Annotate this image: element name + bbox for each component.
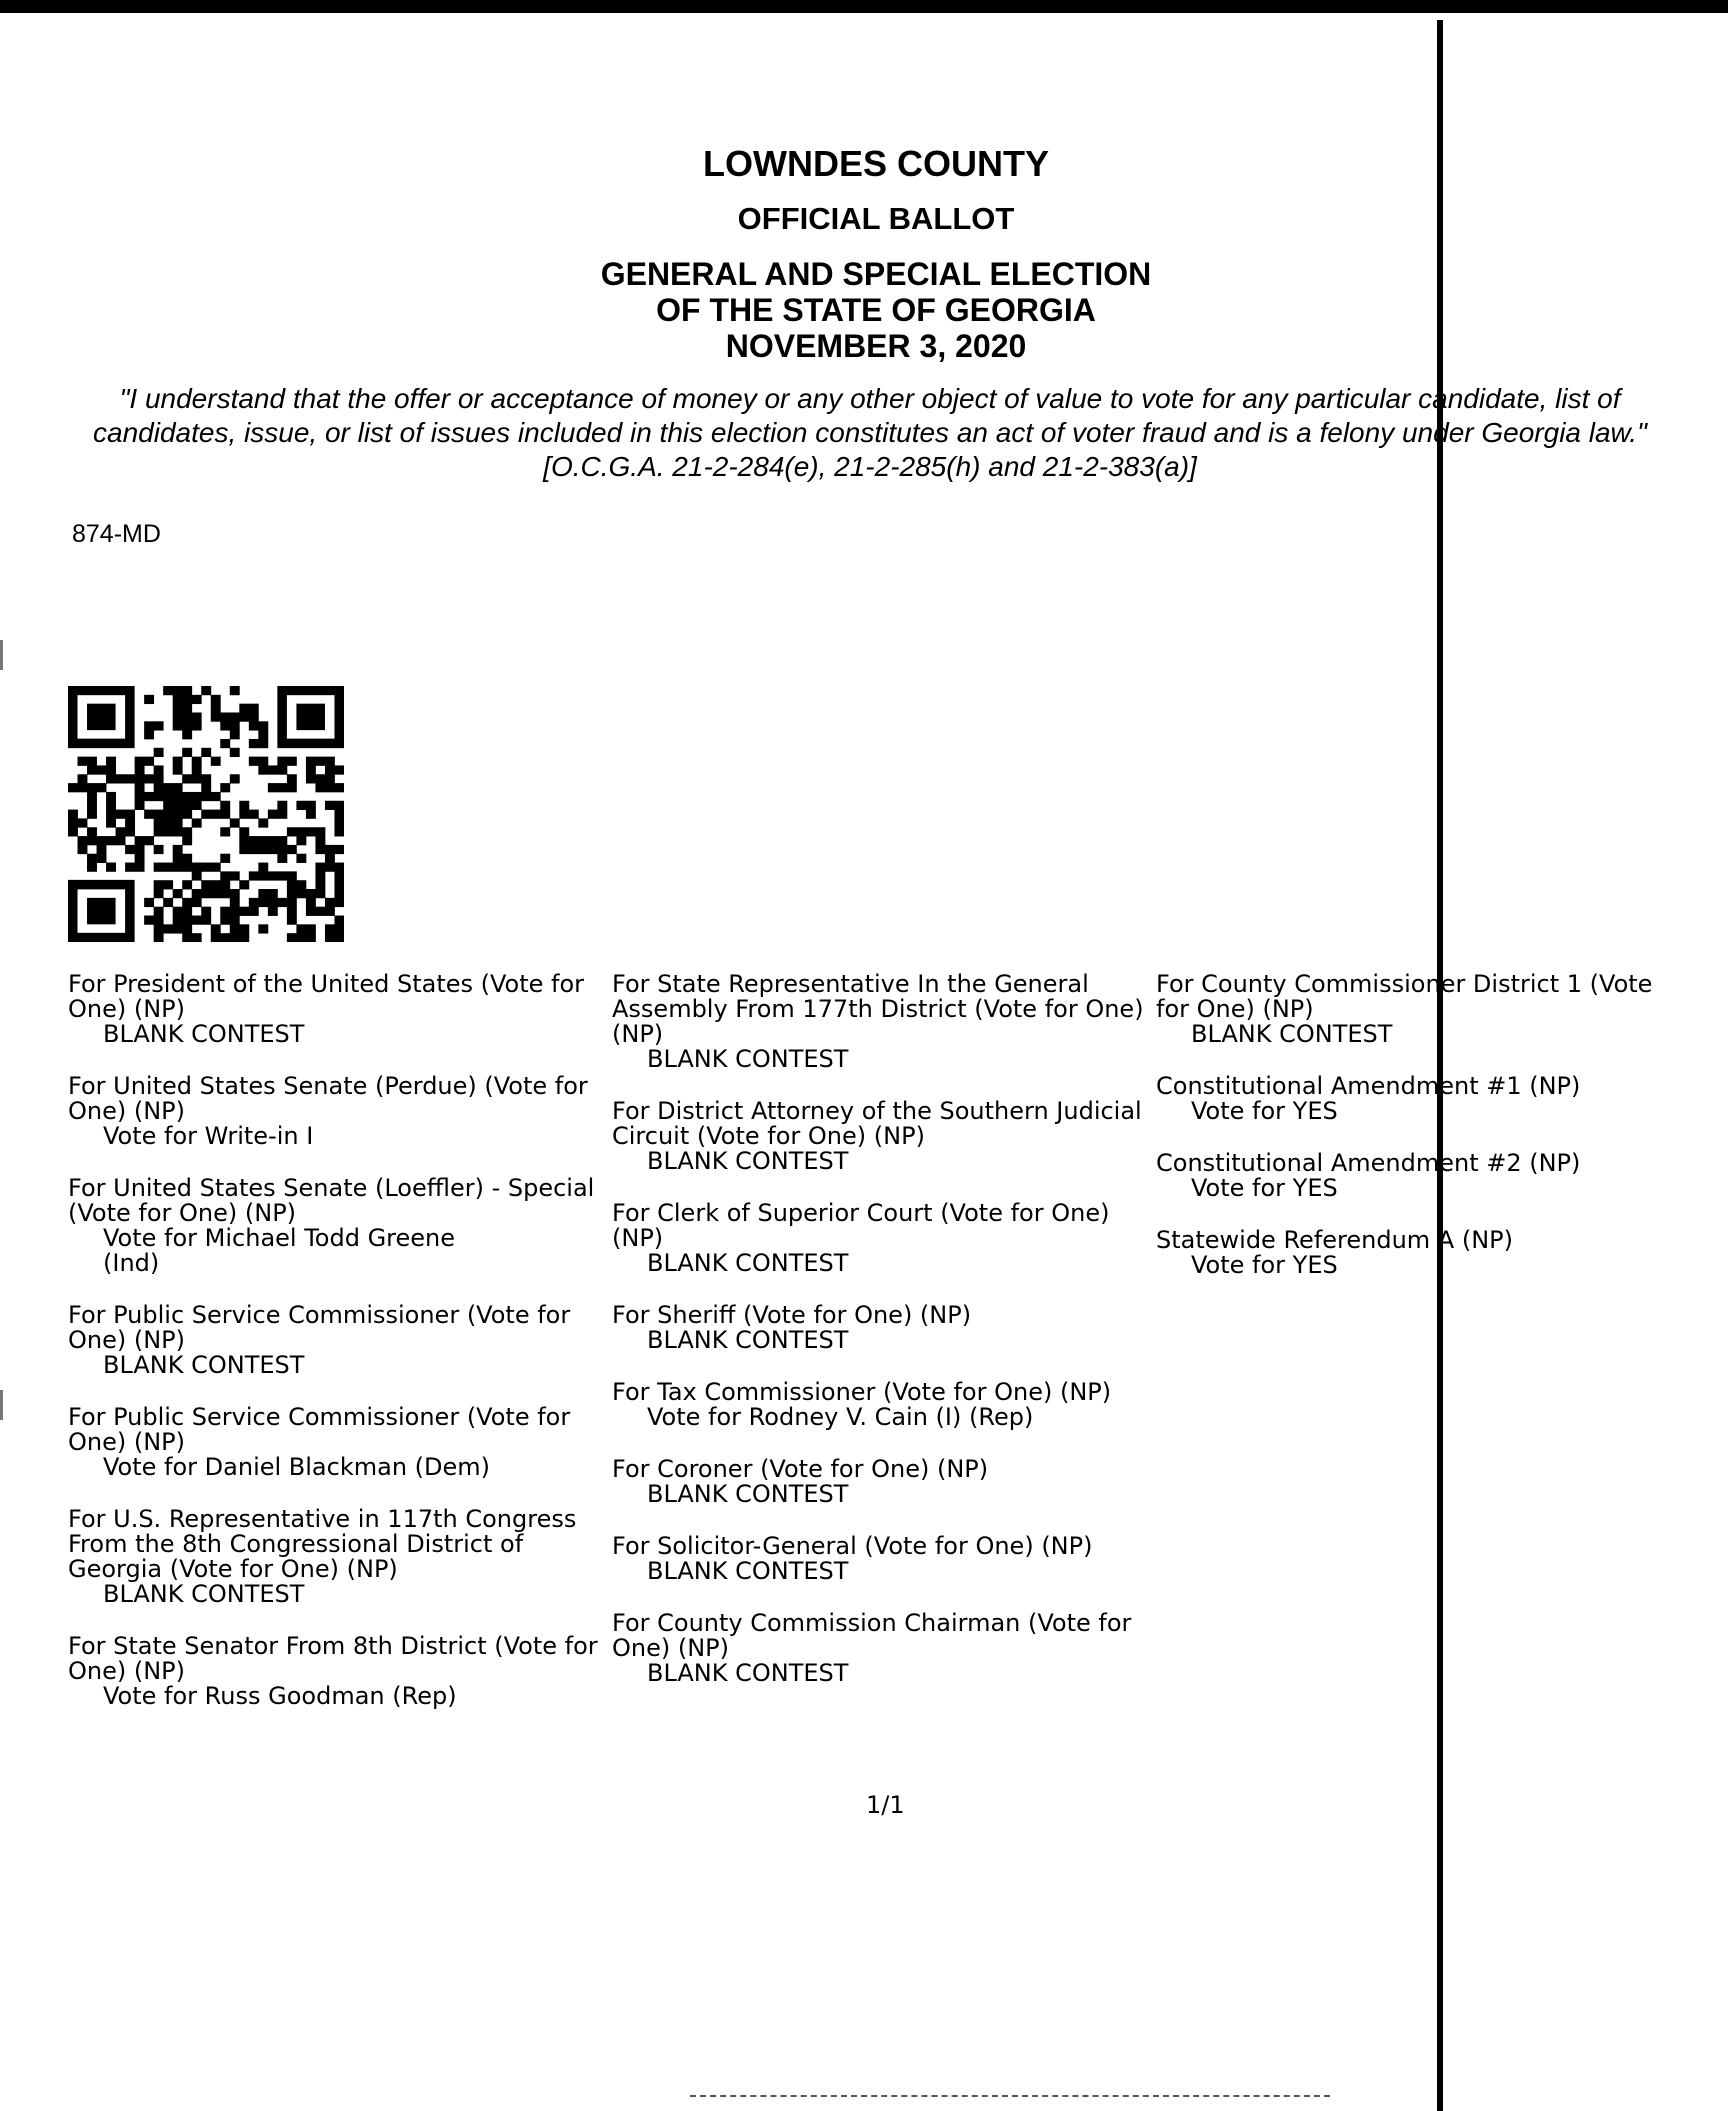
contest-selection: BLANK CONTEST xyxy=(647,1249,849,1277)
ballot-type: OFFICIAL BALLOT xyxy=(737,201,1015,236)
ballot-style-code: 874-MD xyxy=(72,520,161,548)
contest-entry xyxy=(612,1534,1152,1584)
contest-selection: BLANK CONTEST xyxy=(647,1480,849,1508)
contest-entry xyxy=(612,1303,1152,1353)
contest-entry xyxy=(68,1634,608,1709)
contest-title: For United States Senate (Perdue) (Vote for One) (NP) xyxy=(68,1072,588,1125)
scan-edge-mark xyxy=(0,1390,3,1420)
contest-selection: BLANK CONTEST xyxy=(103,1351,305,1379)
contest-title: For Clerk of Superior Court (Vote for One) (NP) xyxy=(612,1199,1110,1252)
contest-entry xyxy=(1156,1151,1726,1201)
contest-selection: Vote for Write-in I xyxy=(103,1122,314,1150)
contest-title: Statewide Referendum A (NP) xyxy=(1156,1226,1513,1254)
contest-title: For United States Senate (Loeffler) - Special (Vote for One) (NP) xyxy=(68,1174,595,1227)
contest-title: For State Representative In the General Assembly From 177th District (Vote for One) (NP) xyxy=(612,970,1144,1048)
contest-entry xyxy=(612,1201,1152,1276)
contest-selection: Vote for YES xyxy=(1191,1174,1338,1202)
contest-title: For Public Service Commissioner (Vote for One) (NP) xyxy=(68,1301,571,1354)
contest-entry xyxy=(1156,972,1726,1047)
contest-selection: BLANK CONTEST xyxy=(647,1045,849,1073)
page-number: 1/1 xyxy=(866,1791,905,1819)
contest-entry xyxy=(612,972,1152,1072)
election-line-1: GENERAL AND SPECIAL ELECTION xyxy=(600,256,1152,292)
contest-entry xyxy=(612,1457,1152,1507)
contest-selection: Vote for Rodney V. Cain (I) (Rep) xyxy=(647,1403,1034,1431)
county-title: LOWNDES COUNTY xyxy=(703,143,1049,184)
voter-fraud-oath: "I understand that the offer or acceptance of money or any other object of value to vote for any particular candidate, list of candidates, issue, or list of issues included in this election constitutes an act of voter fraud and is a felony under Georgia law." [O.C.G.A. 21-2-284(e), 21-2-285(h) and 21-2-383(a)] xyxy=(93,383,1647,482)
contest-title: For County Commissioner District 1 (Vote for One) (NP) xyxy=(1156,970,1653,1023)
contest-title: For Solicitor-General (Vote for One) (NP) xyxy=(612,1532,1093,1560)
contest-entry xyxy=(68,1507,608,1607)
contest-entry xyxy=(1156,1228,1726,1278)
contest-title: For Public Service Commissioner (Vote for One) (NP) xyxy=(68,1403,571,1456)
contest-title: Constitutional Amendment #2 (NP) xyxy=(1156,1149,1581,1177)
contest-selection: Vote for YES xyxy=(1191,1097,1338,1125)
contest-title: For State Senator From 8th District (Vote for One) (NP) xyxy=(68,1632,598,1685)
contest-entry xyxy=(1156,1074,1726,1124)
contest-selection: Vote for Daniel Blackman (Dem) xyxy=(103,1453,491,1481)
contest-title: For District Attorney of the Southern Judicial Circuit (Vote for One) (NP) xyxy=(612,1097,1142,1150)
contest-title: For County Commission Chairman (Vote for One) (NP) xyxy=(612,1609,1132,1662)
contest-selection: BLANK CONTEST xyxy=(647,1147,849,1175)
contest-title: For Coroner (Vote for One) (NP) xyxy=(612,1455,989,1483)
contest-title: For Tax Commissioner (Vote for One) (NP) xyxy=(612,1378,1112,1406)
scan-edge-mark xyxy=(0,640,3,670)
contest-entry xyxy=(612,1099,1152,1174)
qr-code-icon xyxy=(68,686,344,942)
contest-selection: BLANK CONTEST xyxy=(647,1659,849,1687)
contest-column-1 xyxy=(68,972,608,1736)
contest-entry xyxy=(68,1074,608,1149)
contest-selection: BLANK CONTEST xyxy=(103,1580,305,1608)
contest-selection: BLANK CONTEST xyxy=(647,1326,849,1354)
scan-top-border xyxy=(0,0,1728,13)
contest-entry xyxy=(68,1176,608,1276)
scan-bottom-dashes xyxy=(690,2095,1330,2097)
contest-selection: Vote for YES xyxy=(1191,1251,1338,1279)
contest-title: For President of the United States (Vote for One) (NP) xyxy=(68,970,585,1023)
contest-title: For Sheriff (Vote for One) (NP) xyxy=(612,1301,972,1329)
contest-selection: BLANK CONTEST xyxy=(103,1020,305,1048)
election-title xyxy=(0,256,1728,364)
contest-title: For U.S. Representative in 117th Congress From the 8th Congressional District of Georgia (Vote for One) (NP) xyxy=(68,1505,577,1583)
election-date: NOVEMBER 3, 2020 xyxy=(725,328,1027,364)
contest-entry xyxy=(68,972,608,1047)
contest-entry xyxy=(68,1303,608,1378)
contest-column-2 xyxy=(612,972,1152,1713)
contest-entry xyxy=(612,1380,1152,1430)
contest-selection: BLANK CONTEST xyxy=(647,1557,849,1585)
contest-selection: Vote for Michael Todd Greene (Ind) xyxy=(103,1224,456,1277)
contest-selection: BLANK CONTEST xyxy=(1191,1020,1393,1048)
contest-column-3 xyxy=(1156,972,1726,1305)
contest-title: Constitutional Amendment #1 (NP) xyxy=(1156,1072,1581,1100)
contest-entry xyxy=(612,1611,1152,1686)
contest-entry xyxy=(68,1405,608,1480)
election-line-2: OF THE STATE OF GEORGIA xyxy=(656,292,1096,328)
contest-selection: Vote for Russ Goodman (Rep) xyxy=(103,1682,457,1710)
